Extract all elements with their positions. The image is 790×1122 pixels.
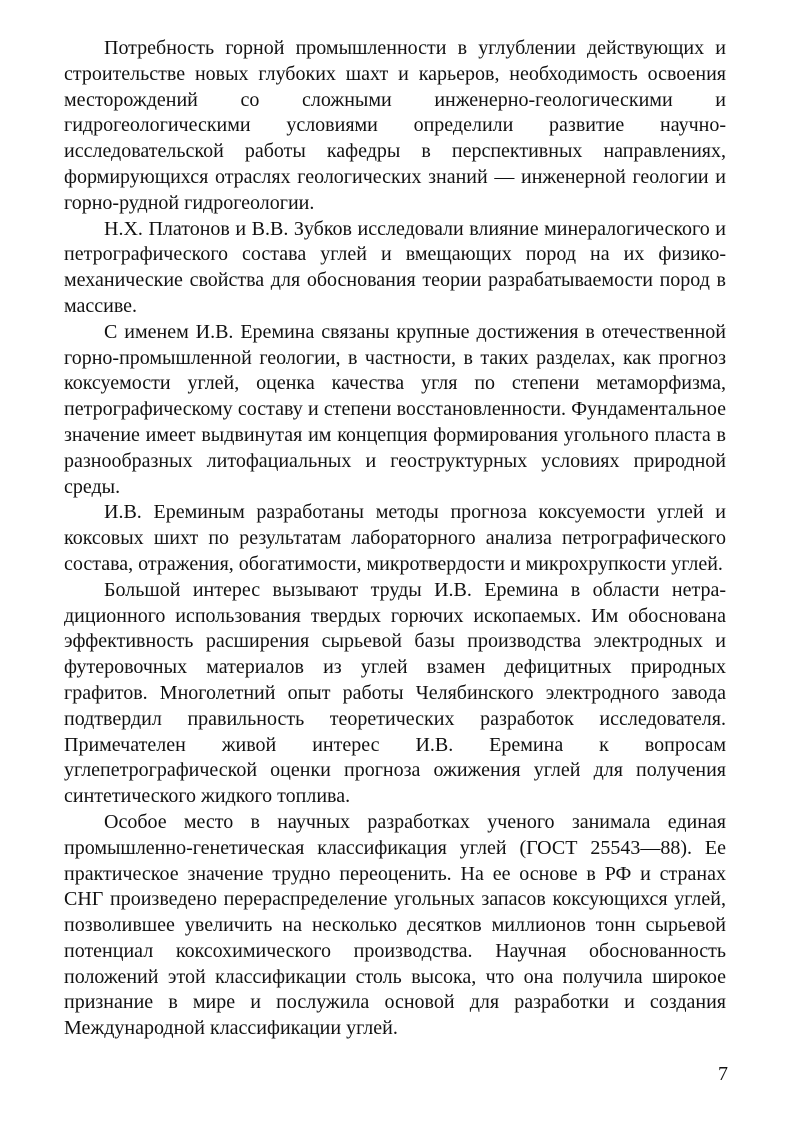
page-body <box>64 36 726 1042</box>
paragraph-1: Потребность горной промышленности в углублении действующих и строительстве новых глубоких шахт и карьеров, необходимость освоения месторождений со сложными инженерно-геологическими и гидрогеологическими условиями определили развитие научно-исследовательской работы кафедры в перспективных направлениях, формирующихся отраслях геологических знаний — инженерной геологии и горно-рудной гидрогеологии. <box>64 37 726 214</box>
paragraph-4: И.В. Ереминым разработаны методы прогноза коксуемости углей и коксовых шихт по результатам лабораторного анализа петрографического состава, отражения, обогатимости, микротвердости и микрохрупкости углей. <box>64 501 726 575</box>
paragraph-6: Особое место в научных разработках ученого занимала единая промышленно-генетическая классификация углей (ГОСТ 25543—88). Ее практическое значение трудно переоценить. На ее основе в РФ и странах СНГ произведено перераспределение угольных запасов коксующихся углей, позволившее увеличить на несколько десятков миллионов тонн сырьевой потенциал коксохимического производства. Научная обоснованность положений этой классификации столь высока, что она получила широкое признание в мире и послужила основой для разработки и создания Международной классификации углей. <box>64 810 726 1040</box>
paragraph-5: Большой интерес вызывают труды И.В. Еремина в области нетрадиционного использования твердых горючих ископаемых. Им обоснована эффективность расширения сырьевой базы производства электродных и футеровочных материалов из углей взамен дефицитных природных графитов. Многолетний опыт работы Челябинского электродного завода подтвердил правильность теоретических разработок исследователя. Примечателен живой интерес И.В. Еремина к вопросам углепетрографической оценки прогноза ожижения углей для получения синтетического жидкого топлива. <box>64 578 726 808</box>
paragraph-3: С именем И.В. Еремина связаны крупные достижения в отечественной горно-промышленной геологии, в частности, в таких разделах, как прогноз коксуемости углей, оценка качества угля по степени метаморфизма, петрографическому составу и степени восстановленности. Фундаментальное значение имеет выдвинутая им концепция формирования угольного пласта в разнообразных литофациальных и геоструктурных условиях природной среды. <box>64 320 726 498</box>
page-number: 7 <box>718 1063 728 1085</box>
paragraph-2: Н.Х. Платонов и В.В. Зубков исследовали влияние минералогического и петрографического состава углей и вмещающих пород на их физико-механические свойства для обоснования теории разрабатываемости пород в массиве. <box>64 217 726 317</box>
